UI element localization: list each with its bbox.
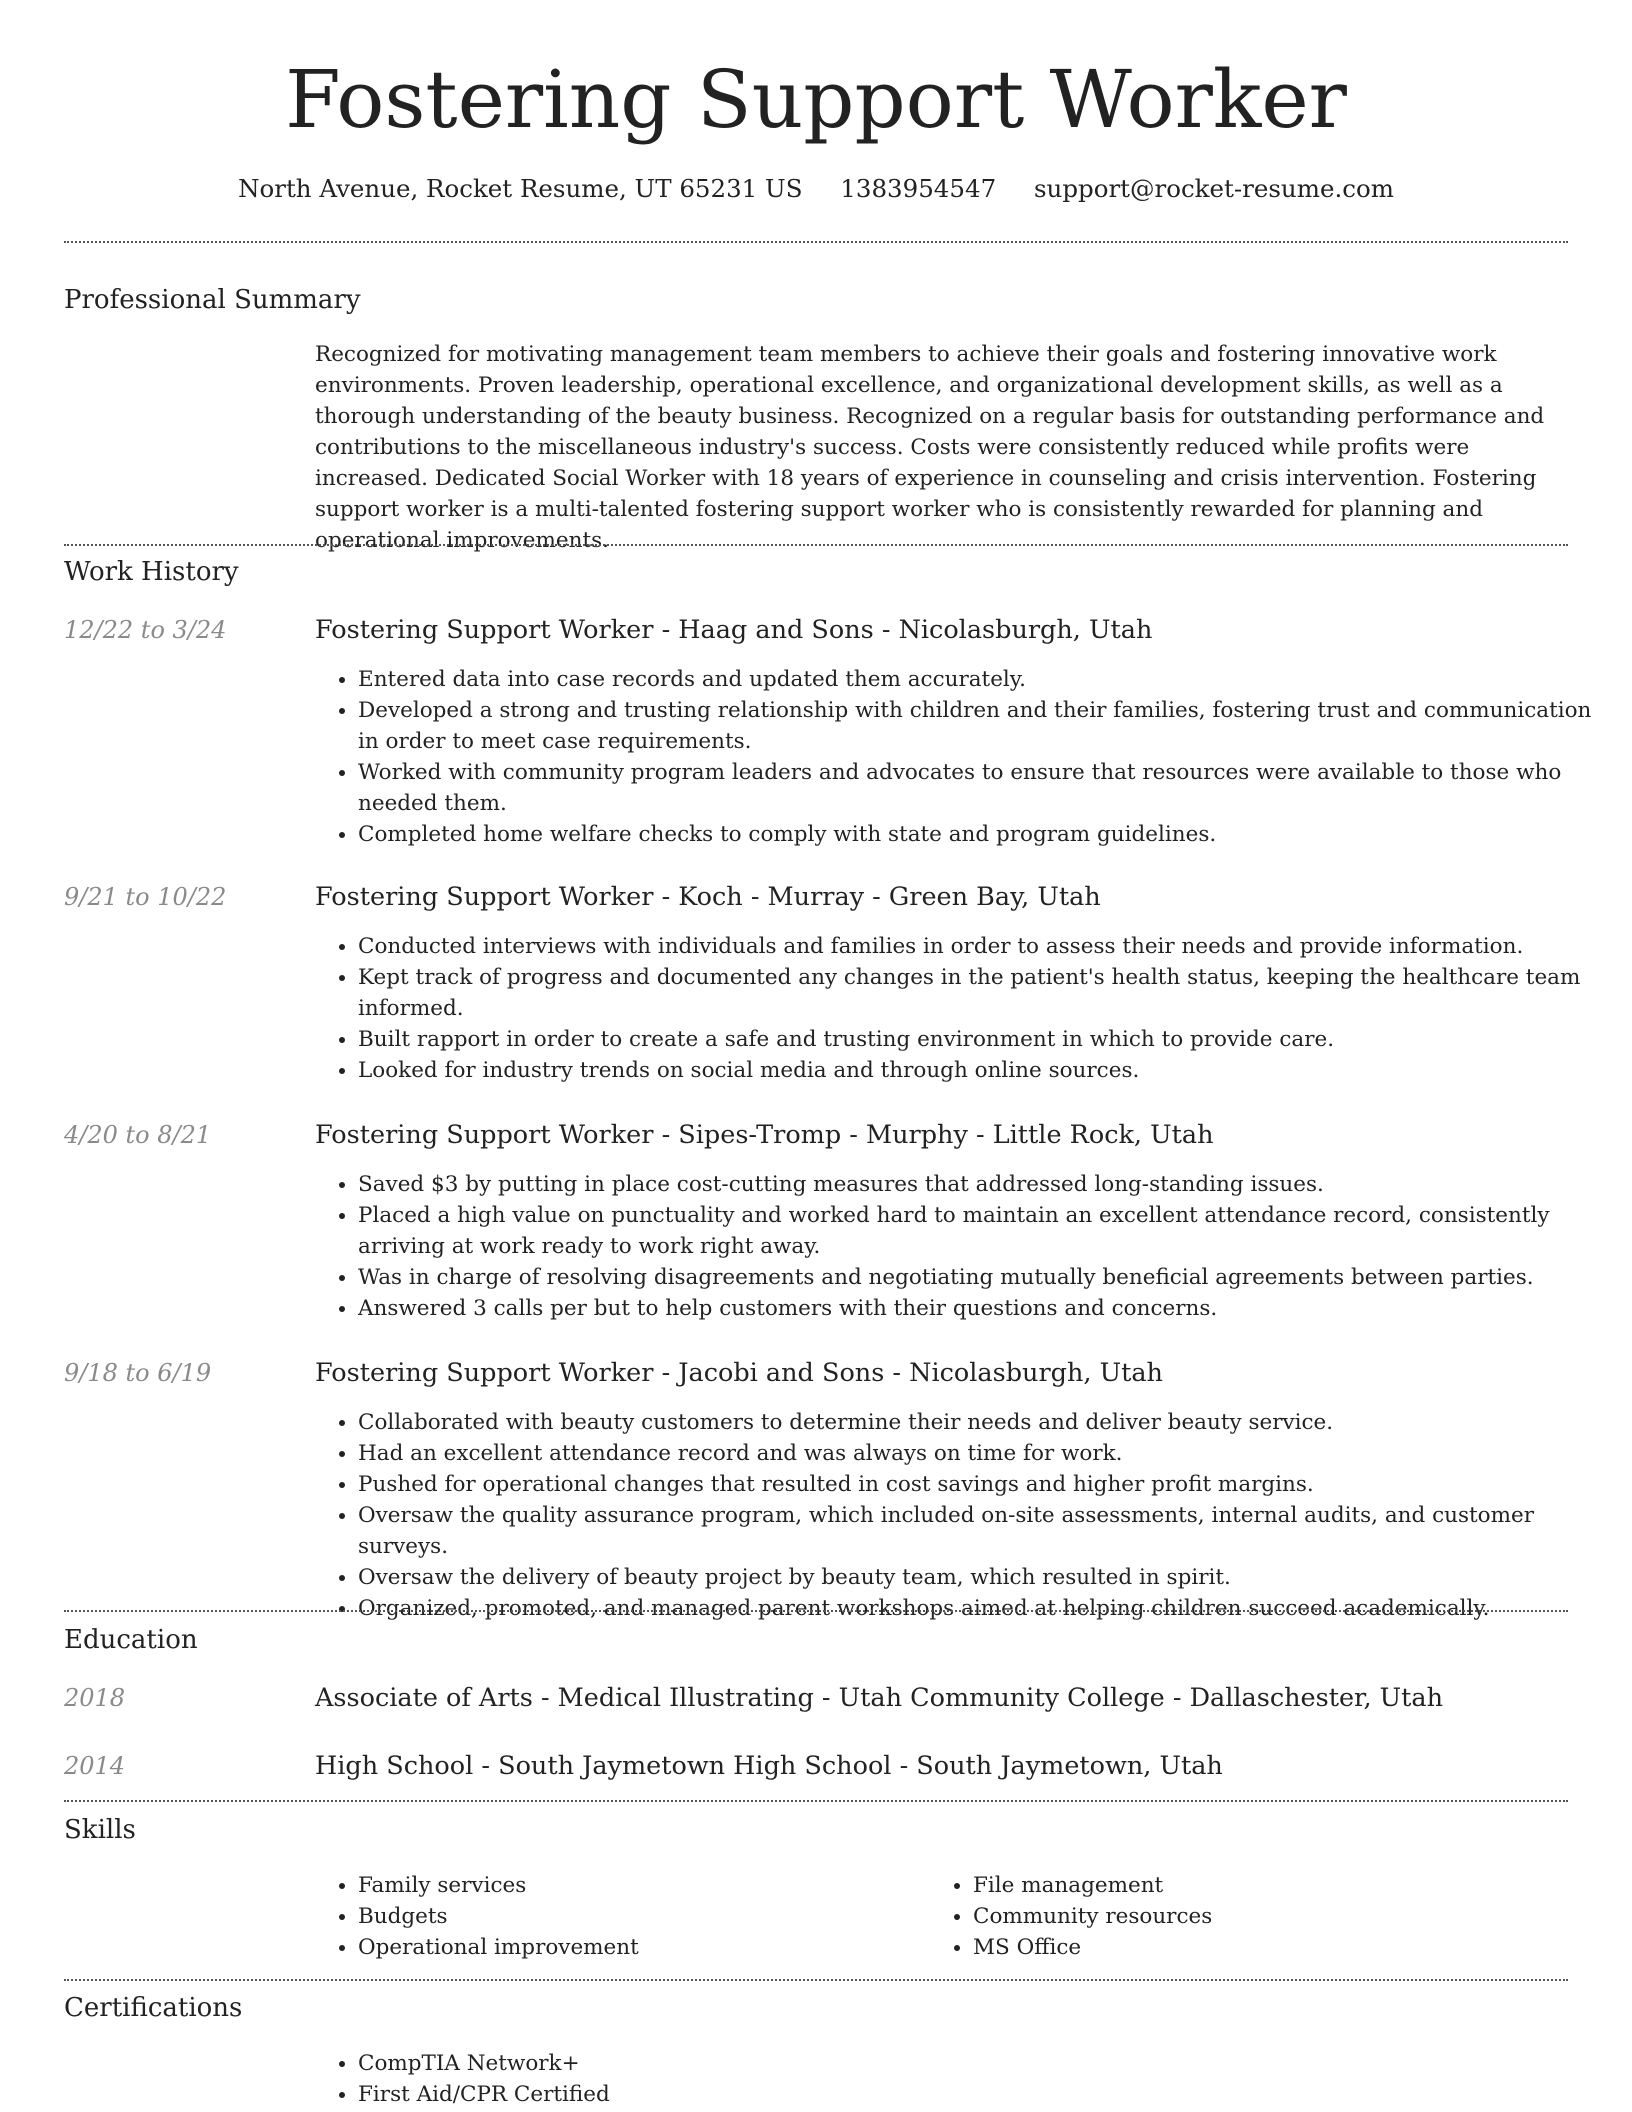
summary-text: Recognized for motivating management team members to achieve their goals and fostering innovative work environments. Proven leadership, operational excellence, and organizational development skills, as well as a thorough understanding of the beauty business. Recognized on a regular basis for outstanding performance and contributions to the miscellaneous industry's success. Costs were consistently reduced while profits were increased. Dedicated Social Worker with 18 years of experience in counseling and crisis intervention. Fostering support worker is a multi-talented fostering support worker who is consistently rewarded for planning and operational improvements. [315, 342, 1545, 553]
job-bullet: • Answered 3 calls per but to help customers with their questions and concerns. [358, 1293, 1611, 1324]
contact-phone: 1383954547 [840, 174, 997, 203]
job-bullet: • Developed a strong and trusting relationship with children and their families, fostering trust and communication in order to meet case requirements. [358, 695, 1611, 757]
job-bullet: • Built rapport in order to create a safe and trusting environment in which to provide care. [358, 1024, 1611, 1055]
resume-name: Fostering Support Worker [285, 53, 1347, 146]
skills-list-right [930, 1870, 1573, 1963]
job-bullet: • Conducted interviews with individuals and families in order to assess their needs and provide information. [358, 931, 1611, 962]
job-bullet: • Completed home welfare checks to comply with state and program guidelines. [358, 819, 1611, 850]
certification-item: • CompTIA Network+ [358, 2048, 1611, 2079]
contact-email: support@rocket-resume.com [1033, 174, 1394, 203]
education-title: High School - South Jaymetown High School - South Jaymetown, Utah [315, 1751, 1223, 1781]
skill-item: • Budgets [358, 1901, 928, 1932]
divider [64, 241, 1568, 243]
job-bullet: • Looked for industry trends on social media and through online sources. [358, 1055, 1611, 1086]
job-bullets [315, 1407, 1611, 1624]
job-bullet: • Was in charge of resolving disagreements and negotiating mutually beneficial agreements between parties. [358, 1262, 1611, 1293]
job-title: Fostering Support Worker - Jacobi and Sons - Nicolasburgh, Utah [315, 1358, 1163, 1388]
certification-item: • First Aid/CPR Certified [358, 2079, 1611, 2110]
education-year: 2014 [64, 1752, 126, 1780]
skills-list-left [315, 1870, 928, 1963]
job-bullet: • Entered data into case records and updated them accurately. [358, 664, 1611, 695]
job-bullet: • Placed a high value on punctuality and worked hard to maintain an excellent attendance record, consistently arriving at work ready to work right away. [358, 1200, 1611, 1262]
divider [64, 544, 1568, 546]
job-title: Fostering Support Worker - Sipes-Tromp - Murphy - Little Rock, Utah [315, 1120, 1214, 1150]
job-bullet: • Collaborated with beauty customers to determine their needs and deliver beauty service. [358, 1407, 1611, 1438]
education-year: 2018 [64, 1684, 126, 1712]
job-bullets [315, 1169, 1611, 1324]
job-dates: 9/18 to 6/19 [64, 1359, 212, 1387]
divider [64, 1610, 1568, 1612]
contact-address: North Avenue, Rocket Resume, UT 65231 US [238, 174, 803, 203]
job-bullet: • Had an excellent attendance record and was always on time for work. [358, 1438, 1611, 1469]
job-bullet: • Kept track of progress and documented any changes in the patient's health status, keeping the healthcare team informed. [358, 962, 1611, 1024]
contact-line [0, 171, 1632, 207]
job-bullets [315, 931, 1611, 1086]
section-title-skills: Skills [64, 1815, 136, 1845]
job-title: Fostering Support Worker - Haag and Sons - Nicolasburgh, Utah [315, 615, 1153, 645]
job-bullet: • Worked with community program leaders and advocates to ensure that resources were available to those who needed them. [358, 757, 1611, 819]
section-title-education: Education [64, 1625, 198, 1655]
job-dates: 9/21 to 10/22 [64, 883, 227, 911]
section-title-summary: Professional Summary [64, 285, 361, 315]
skill-item: • MS Office [973, 1932, 1573, 1963]
skill-item: • Community resources [973, 1901, 1573, 1932]
job-bullet: • Oversaw the delivery of beauty project by beauty team, which resulted in spirit. [358, 1562, 1611, 1593]
skill-item: • Operational improvement [358, 1932, 928, 1963]
skill-item: • File management [973, 1870, 1573, 1901]
job-bullet: • Saved $3 by putting in place cost-cutting measures that addressed long-standing issues. [358, 1169, 1611, 1200]
section-title-certifications: Certifications [64, 1993, 243, 2023]
job-bullets [315, 664, 1611, 850]
job-title: Fostering Support Worker - Koch - Murray - Green Bay, Utah [315, 882, 1101, 912]
divider [64, 1800, 1568, 1802]
job-dates: 4/20 to 8/21 [64, 1121, 212, 1149]
education-title: Associate of Arts - Medical Illustrating - Utah Community College - Dallaschester, Utah [315, 1683, 1444, 1713]
divider [64, 1979, 1568, 1981]
job-bullet: • Organized, promoted, and managed parent workshops aimed at helping children succeed academically. [358, 1593, 1611, 1624]
job-dates: 12/22 to 3/24 [64, 616, 227, 644]
job-bullet: • Pushed for operational changes that resulted in cost savings and higher profit margins. [358, 1469, 1611, 1500]
skill-item: • Family services [358, 1870, 928, 1901]
certifications-list [315, 2048, 1611, 2110]
section-title-work-history: Work History [64, 557, 239, 587]
job-bullet: • Oversaw the quality assurance program, which included on-site assessments, internal audits, and customer surveys. [358, 1500, 1611, 1562]
